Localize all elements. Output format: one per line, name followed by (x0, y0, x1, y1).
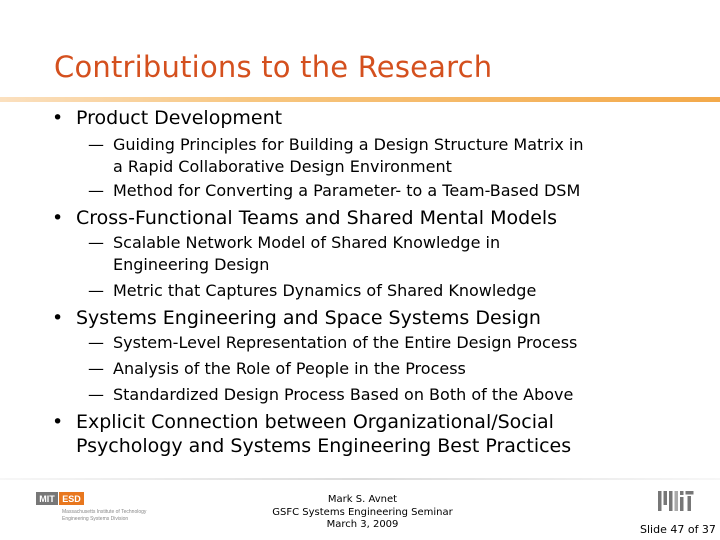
sub-bullet-line: System-Level Representation of the Entire Design Process (113, 333, 578, 352)
sub-bullet-item (44, 358, 704, 380)
footer-date: March 3, 2009 (326, 519, 399, 530)
dash-icon: — (88, 135, 104, 154)
sub-bullet-line: Metric that Captures Dynamics of Shared Knowledge (113, 281, 537, 300)
bullet-text-line: Psychology and Systems Engineering Best Practices (76, 435, 572, 457)
svg-text:ESD: ESD (62, 494, 81, 504)
bullet-dot-icon: • (52, 107, 64, 129)
footer-divider (0, 478, 720, 480)
dash-icon: — (88, 385, 104, 404)
slide-title: Contributions to the Research (54, 50, 493, 84)
slide-number: Slide 47 of 37 (640, 523, 716, 536)
mit-wordmark-icon (658, 491, 694, 511)
bullet-text: Systems Engineering and Space Systems Design (76, 307, 541, 329)
sub-bullet-line: Method for Converting a Parameter- to a Team-Based DSM (113, 181, 581, 200)
dash-icon: — (88, 359, 104, 378)
sub-bullet-line: Scalable Network Model of Shared Knowledge in (113, 233, 501, 252)
bullet-item (44, 410, 704, 458)
sub-bullet-item (44, 180, 704, 202)
title-underline (0, 97, 720, 102)
sub-bullet-line: Standardized Design Process Based on Both of the Above (113, 385, 574, 404)
bullet-dot-icon: • (52, 207, 64, 229)
sub-bullet-item (44, 280, 704, 302)
dash-icon: — (88, 333, 104, 352)
sub-bullet-line: Engineering Design (113, 255, 270, 274)
bullet-item (44, 106, 704, 130)
svg-text:Engineering Systems Division: Engineering Systems Division (62, 516, 129, 522)
sub-bullet-item (44, 134, 704, 178)
dash-icon: — (88, 233, 104, 252)
footer-info (230, 494, 495, 532)
footer-seminar: GSFC Systems Engineering Seminar (272, 506, 453, 518)
svg-text:Massachusetts Institute of Tec: Massachusetts Institute of Technology (62, 509, 147, 515)
bullet-text-line: Explicit Connection between Organizational/Social (76, 411, 554, 433)
bullet-text: Cross-Functional Teams and Shared Mental Models (76, 207, 558, 229)
footer-author: Mark S. Avnet (327, 494, 398, 505)
sub-bullet-item (44, 384, 704, 406)
bullet-dot-icon: • (52, 307, 64, 329)
mit-esd-logo (36, 490, 176, 530)
dash-icon: — (88, 181, 104, 200)
sub-bullet-item (44, 332, 704, 354)
sub-bullet-item (44, 232, 704, 276)
sub-bullet-line: a Rapid Collaborative Design Environment (113, 157, 452, 176)
bullet-item (44, 306, 704, 330)
svg-text:MIT: MIT (39, 494, 55, 504)
bullet-text: Product Development (76, 107, 283, 129)
sub-bullet-line: Guiding Principles for Building a Design Structure Matrix in (113, 135, 584, 154)
bullet-item (44, 206, 704, 230)
bullet-dot-icon: • (52, 411, 64, 433)
slide-content (44, 106, 704, 458)
dash-icon: — (88, 281, 104, 300)
sub-bullet-line: Analysis of the Role of People in the Process (113, 359, 466, 378)
